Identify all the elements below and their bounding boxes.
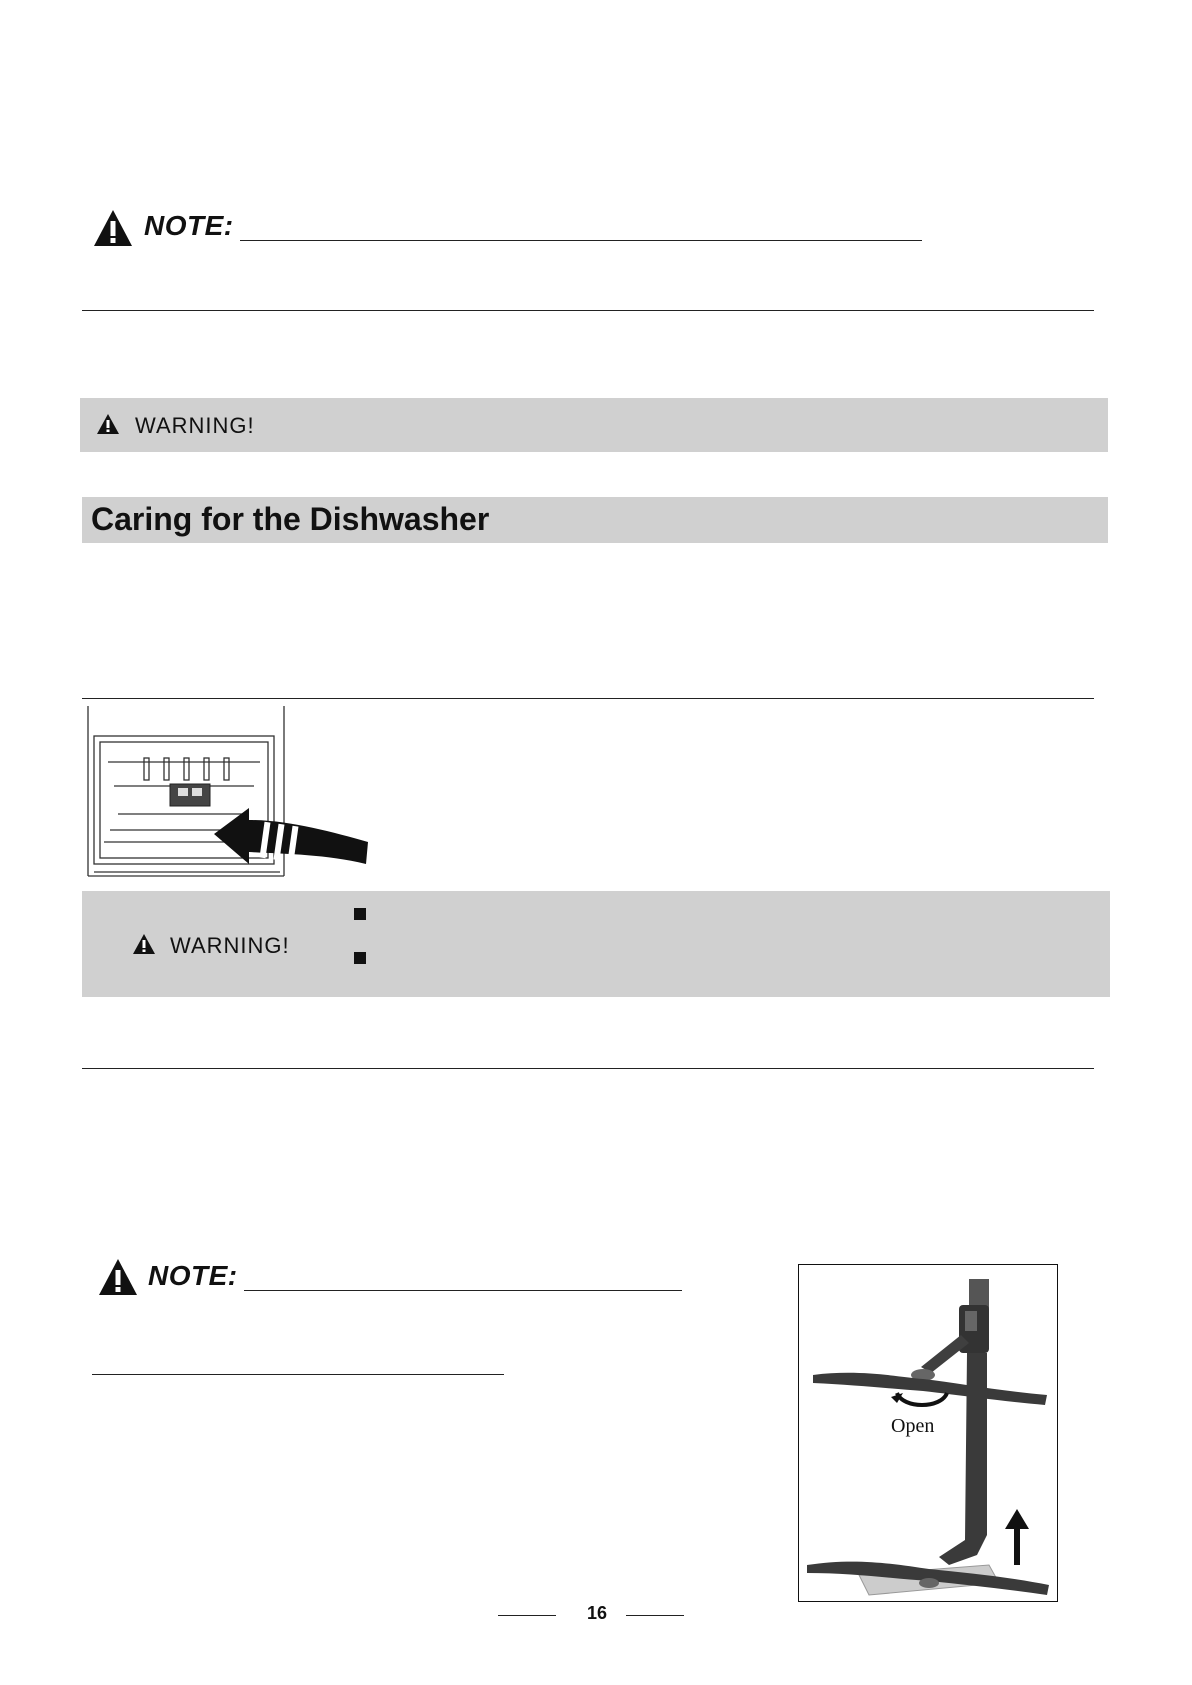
note-underline-top [240,240,922,241]
warning-triangle-icon [97,1257,139,1297]
warning-label-mid: WARNING! [170,933,290,958]
square-bullet-icon [354,952,366,964]
section-title: Caring for the Dishwasher [91,501,490,537]
warning-label-top: WARNING! [135,413,255,438]
warning-triangle-icon [92,208,134,248]
spray-arm-figure [798,1264,1058,1602]
open-label: Open [891,1415,935,1437]
divider-2 [82,698,1094,699]
page-number: 16 [587,1603,608,1623]
note-underline-bottom [244,1290,682,1291]
warning-triangle-icon [132,933,156,955]
warning-band-mid [82,891,1110,997]
square-bullet-icon [354,908,366,920]
divider-3 [82,1068,1094,1069]
note-title-top: NOTE: [144,210,234,241]
section-header-band [82,497,1108,543]
warning-band-top [80,398,1108,452]
warning-triangle-icon [96,413,120,435]
divider-4 [92,1374,504,1375]
footer-line-right [626,1615,684,1616]
footer-line-left [498,1615,556,1616]
divider-1 [82,310,1094,311]
note-title-bottom: NOTE: [148,1260,238,1291]
filter-location-illustration [84,704,374,884]
